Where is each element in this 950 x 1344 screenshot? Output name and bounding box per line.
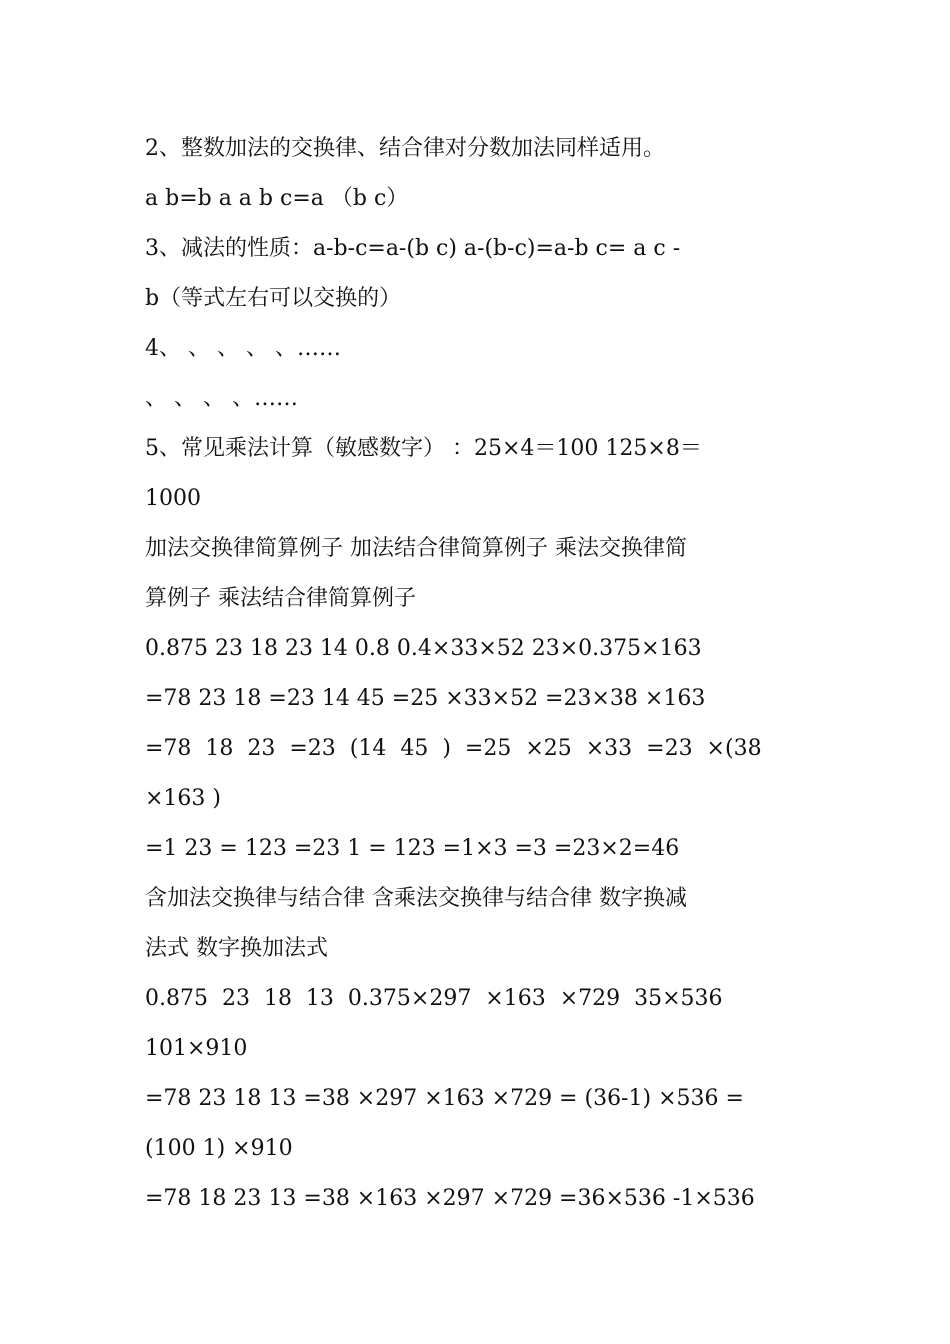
text-line: 0.875 23 18 23 14 0.8 0.4×33×52 23×0.375×163: [145, 636, 702, 661]
text-line: =1 23 = 123 =23 1 = 123 =1×3 =3 =23×2=46: [145, 836, 680, 861]
text-line: 4、 、 、 、 、……: [145, 336, 341, 361]
text-line: 1000: [145, 486, 201, 511]
text-line: =78 23 18 13 =38 ×297 ×163 ×729 = (36-1) ×536 =: [145, 1086, 744, 1111]
text-line: 5、常见乘法计算（敏感数字） ：25×4＝100 125×8＝: [145, 436, 702, 461]
text-line: 含加法交换律与结合律 含乘法交换律与结合律 数字换减: [145, 886, 687, 911]
text-line: 、 、 、 、……: [145, 386, 298, 411]
text-line: (100 1) ×910: [145, 1136, 293, 1161]
text-line: 0.875 23 18 13 0.375×297 ×163 ×729 35×536: [145, 986, 723, 1011]
text-line: 法式 数字换加法式: [145, 936, 328, 961]
text-line: =78 18 23 =23 (14 45 ) =25 ×25 ×33 =23 ×(38: [145, 736, 762, 761]
text-line: b（等式左右可以交换的）: [145, 286, 402, 311]
text-line: 加法交换律简算例子 加法结合律简算例子 乘法交换律简: [145, 536, 687, 561]
text-line: =78 18 23 13 =38 ×163 ×297 ×729 =36×536 -1×536: [145, 1186, 755, 1211]
text-line: 3、减法的性质：a-b-c=a-(b c) a-(b-c)=a-b c= a c -: [145, 236, 681, 261]
text-line: ×163 ): [145, 786, 222, 811]
text-line: =78 23 18 =23 14 45 =25 ×33×52 =23×38 ×163: [145, 686, 706, 711]
text-line: 101×910: [145, 1036, 248, 1061]
text-line: a b=b a a b c=a （b c）: [145, 186, 409, 211]
document-body: [145, 124, 810, 1224]
text-line: 2、整数加法的交换律、结合律对分数加法同样适用。: [145, 136, 665, 161]
text-line: 算例子 乘法结合律简算例子: [145, 586, 416, 611]
